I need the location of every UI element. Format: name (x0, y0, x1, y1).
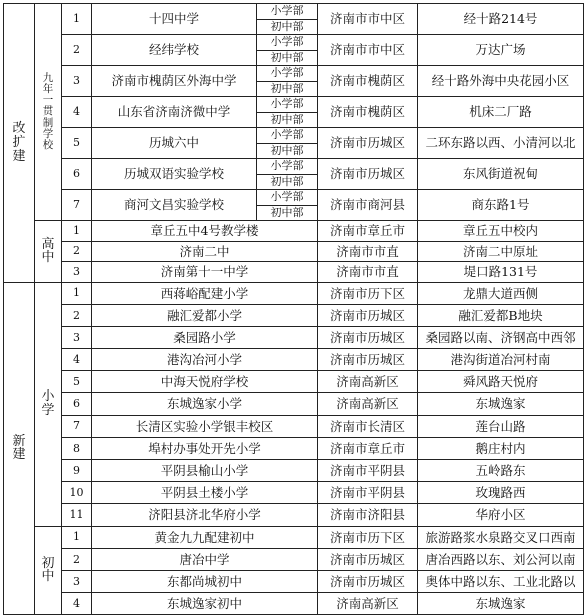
district: 济南市槐荫区 (318, 66, 418, 97)
level-junior: 初中部 (257, 112, 318, 128)
district: 济南市历下区 (318, 526, 418, 548)
row-number: 6 (62, 393, 92, 415)
row-number: 3 (62, 326, 92, 348)
district: 济南市历城区 (318, 570, 418, 592)
level-primary: 小学部 (257, 159, 318, 175)
school-name: 西蒋峪配建小学 (92, 282, 318, 304)
school-name: 埠村办事处开先小学 (92, 437, 318, 459)
district: 济南市历城区 (318, 128, 418, 159)
section-primary-label: 小 学 (35, 282, 62, 526)
district: 济南市历城区 (318, 159, 418, 190)
table-row (4, 482, 584, 504)
school-name: 东城逸家小学 (92, 393, 318, 415)
table-row (4, 570, 584, 592)
row-number: 1 (62, 282, 92, 304)
school-name: 济南第十一中学 (92, 262, 318, 283)
address: 章丘五中校内 (418, 221, 584, 242)
address: 唐冶西路以东、刘公河以南 (418, 548, 584, 570)
table-row (4, 371, 584, 393)
school-name: 唐冶中学 (92, 548, 318, 570)
address: 经十路214号 (418, 4, 584, 35)
school-name: 中海天悦府学校 (92, 371, 318, 393)
district: 济南市平阴县 (318, 482, 418, 504)
district: 济南市历城区 (318, 548, 418, 570)
address: 旅游路浆水泉路交叉口西南 (418, 526, 584, 548)
section-junior-label: 初 中 (35, 526, 62, 615)
row-number: 3 (62, 66, 92, 97)
district: 济南市历城区 (318, 304, 418, 326)
table-row (4, 460, 584, 482)
district: 济南高新区 (318, 371, 418, 393)
school-name: 济南二中 (92, 241, 318, 262)
address: 鹅庄村内 (418, 437, 584, 459)
address: 玫瑰路西 (418, 482, 584, 504)
address: 华府小区 (418, 504, 584, 526)
school-construction-table (3, 3, 584, 615)
district: 济南高新区 (318, 593, 418, 615)
address: 东风街道祝甸 (418, 159, 584, 190)
address: 商东路1号 (418, 190, 584, 221)
table-row (4, 504, 584, 526)
row-number: 8 (62, 437, 92, 459)
row-number: 5 (62, 371, 92, 393)
address: 莲台山路 (418, 415, 584, 437)
level-primary: 小学部 (257, 97, 318, 113)
address: 港沟街道冶河村南 (418, 349, 584, 371)
section-renovate-label: 改 扩 建 (4, 4, 35, 283)
row-number: 5 (62, 128, 92, 159)
district: 济南市章丘市 (318, 437, 418, 459)
address: 五岭路东 (418, 460, 584, 482)
section-nine-year-label: 九 年 一 贯 制 学 校 (35, 4, 62, 221)
level-junior: 初中部 (257, 143, 318, 159)
row-number: 2 (62, 241, 92, 262)
row-number: 1 (62, 526, 92, 548)
table-row (4, 437, 584, 459)
row-number: 7 (62, 415, 92, 437)
address: 堤口路131号 (418, 262, 584, 283)
school-name: 港沟冶河小学 (92, 349, 318, 371)
school-name: 商河文昌实验学校 (92, 190, 257, 221)
district: 济南市商河县 (318, 190, 418, 221)
row-number: 1 (62, 4, 92, 35)
address: 东城逸家 (418, 593, 584, 615)
row-number: 2 (62, 304, 92, 326)
level-junior: 初中部 (257, 205, 318, 221)
school-name: 平阴县榆山小学 (92, 460, 318, 482)
address: 万达广场 (418, 35, 584, 66)
level-primary: 小学部 (257, 35, 318, 51)
level-junior: 初中部 (257, 174, 318, 190)
level-primary: 小学部 (257, 66, 318, 82)
level-junior: 初中部 (257, 19, 318, 35)
district: 济南市章丘市 (318, 221, 418, 242)
table-row (4, 326, 584, 348)
school-name: 东城逸家初中 (92, 593, 318, 615)
school-name: 山东省济南济微中学 (92, 97, 257, 128)
address: 桑园路以南、济钢高中西邻 (418, 326, 584, 348)
district: 济南市市直 (318, 262, 418, 283)
district: 济南高新区 (318, 393, 418, 415)
row-number: 6 (62, 159, 92, 190)
section-new-label: 新 建 (4, 282, 35, 615)
table-row (4, 548, 584, 570)
district: 济南市市中区 (318, 35, 418, 66)
school-name: 历城六中 (92, 128, 257, 159)
district: 济南市市直 (318, 241, 418, 262)
table-row (4, 282, 584, 304)
district: 济南市历城区 (318, 326, 418, 348)
row-number: 9 (62, 460, 92, 482)
row-number: 2 (62, 548, 92, 570)
level-primary: 小学部 (257, 128, 318, 144)
level-primary: 小学部 (257, 190, 318, 206)
school-name: 济南市槐荫区外海中学 (92, 66, 257, 97)
table-row (4, 349, 584, 371)
row-number: 2 (62, 35, 92, 66)
row-number: 3 (62, 570, 92, 592)
address: 东城逸家 (418, 393, 584, 415)
row-number: 4 (62, 349, 92, 371)
row-number: 4 (62, 97, 92, 128)
address: 济南二中原址 (418, 241, 584, 262)
section-high-label: 高 中 (35, 221, 62, 283)
school-name: 济阳县济北华府小学 (92, 504, 318, 526)
district: 济南市历下区 (318, 282, 418, 304)
school-name: 章丘五中4号教学楼 (92, 221, 318, 242)
district: 济南市历城区 (318, 349, 418, 371)
row-number: 10 (62, 482, 92, 504)
district: 济南市市中区 (318, 4, 418, 35)
address: 龙鼎大道西侧 (418, 282, 584, 304)
district: 济南市长清区 (318, 415, 418, 437)
table-row (4, 393, 584, 415)
table-row (4, 526, 584, 548)
school-name: 融汇爱都小学 (92, 304, 318, 326)
row-number: 3 (62, 262, 92, 283)
school-name: 平阴县土楼小学 (92, 482, 318, 504)
table-row (4, 415, 584, 437)
address: 融汇爱都B地块 (418, 304, 584, 326)
level-primary: 小学部 (257, 4, 318, 20)
level-junior: 初中部 (257, 81, 318, 97)
school-name: 历城双语实验学校 (92, 159, 257, 190)
school-name: 桑园路小学 (92, 326, 318, 348)
row-number: 4 (62, 593, 92, 615)
district: 济南市平阴县 (318, 460, 418, 482)
address: 舜风路天悦府 (418, 371, 584, 393)
school-name: 长清区实验小学银丰校区 (92, 415, 318, 437)
address: 奥体中路以东、工业北路以 (418, 570, 584, 592)
table-row (4, 304, 584, 326)
address: 二环东路以西、小清河以北 (418, 128, 584, 159)
row-number: 1 (62, 221, 92, 242)
school-name: 黄金九九配建初中 (92, 526, 318, 548)
school-name: 十四中学 (92, 4, 257, 35)
level-junior: 初中部 (257, 50, 318, 66)
district: 济南市槐荫区 (318, 97, 418, 128)
address: 机床二厂路 (418, 97, 584, 128)
address: 经十路外海中央花园小区 (418, 66, 584, 97)
school-name: 东都尚城初中 (92, 570, 318, 592)
table-row (4, 593, 584, 615)
row-number: 7 (62, 190, 92, 221)
school-name: 经纬学校 (92, 35, 257, 66)
district: 济南市济阳县 (318, 504, 418, 526)
row-number: 11 (62, 504, 92, 526)
